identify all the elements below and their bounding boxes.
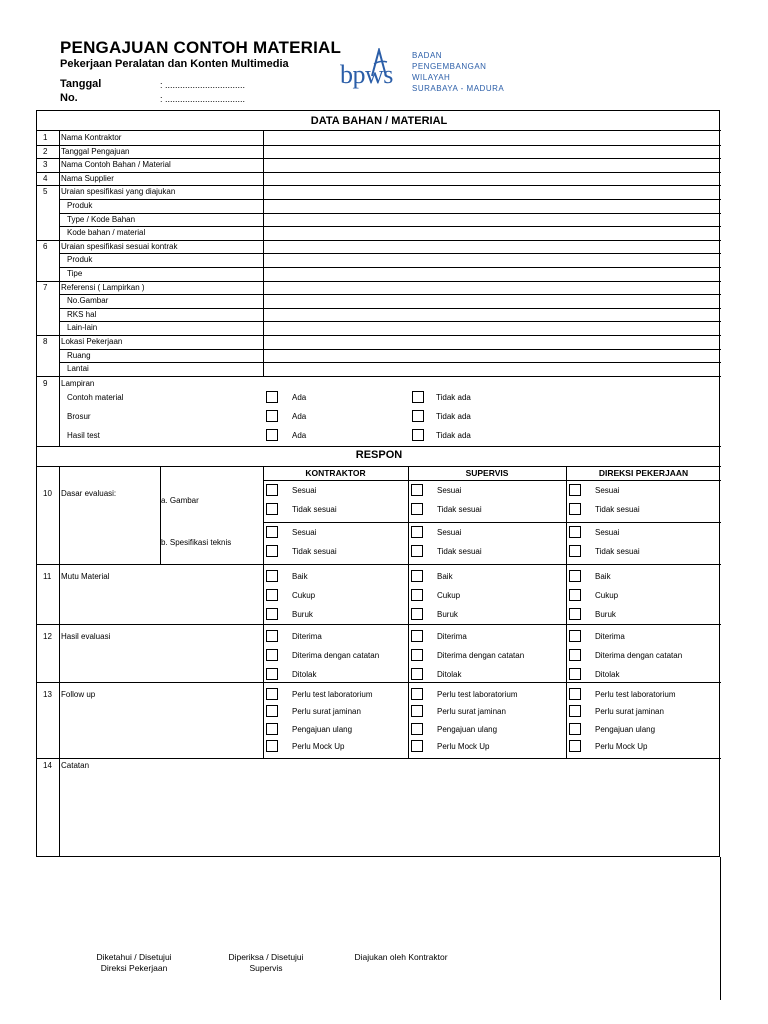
checkbox-option[interactable] <box>266 668 278 680</box>
checkbox-option[interactable] <box>266 570 278 582</box>
row-line <box>37 145 721 146</box>
row-label: Dasar evaluasi: <box>61 488 117 498</box>
option-label: Perlu test laboratorium <box>595 689 676 699</box>
checkbox-option[interactable] <box>266 484 278 496</box>
option-label: Ada <box>292 392 307 402</box>
col-line <box>263 466 264 758</box>
option-label: Pengajuan ulang <box>292 724 353 734</box>
checkbox-option[interactable] <box>569 545 581 557</box>
col-line <box>160 466 161 564</box>
lampiran-item-label: Brosur <box>67 411 91 421</box>
row-label: Nama Supplier <box>61 173 114 183</box>
logo-line: WILAYAH <box>412 73 451 82</box>
section-divider <box>37 130 721 131</box>
row-label: Uraian spesifikasi yang diajukan <box>61 187 176 197</box>
row-number: 2 <box>43 146 48 156</box>
checkbox-option[interactable] <box>266 503 278 515</box>
checkbox-option[interactable] <box>569 608 581 620</box>
option-label: Diterima dengan catatan <box>595 650 683 660</box>
option-label: Sesuai <box>292 485 317 495</box>
row-label: Type / Kode Bahan <box>67 214 136 224</box>
option-label: Ditolak <box>437 669 462 679</box>
checkbox-option[interactable] <box>411 570 423 582</box>
row-line <box>37 172 721 173</box>
row-label: Lampiran <box>61 378 95 388</box>
option-label: Tidak sesuai <box>437 546 482 556</box>
row-number: 8 <box>43 337 48 346</box>
data-section-title: DATA BAHAN / MATERIAL <box>310 115 448 127</box>
signature-line2: Direksi Pekerjaan <box>100 963 168 973</box>
row-line <box>37 682 721 683</box>
page-subtitle: Pekerjaan Peralatan dan Konten Multimedia <box>60 58 289 70</box>
logo-line: PENGEMBANGAN <box>412 62 487 71</box>
option-label: Perlu surat jaminan <box>437 707 506 717</box>
option-label: Baik <box>292 571 308 581</box>
right-border-line <box>720 857 721 1000</box>
row-line <box>59 213 721 214</box>
nomor-value: : ................................ <box>160 94 246 104</box>
section-divider <box>37 446 721 447</box>
row-number: 5 <box>43 187 48 197</box>
checkbox-option[interactable] <box>411 484 423 496</box>
respon-section-title: RESPON <box>355 448 403 461</box>
checkbox-tidak-ada[interactable] <box>412 410 424 422</box>
option-label: Buruk <box>292 609 313 619</box>
option-label: Perlu surat jaminan <box>595 707 664 717</box>
row-line <box>59 267 721 268</box>
column-header: DIREKSI PEKERJAAN <box>598 467 689 478</box>
checkbox-option[interactable] <box>411 503 423 515</box>
option-label: Perlu test laboratorium <box>437 689 518 699</box>
row-line <box>59 308 721 309</box>
col-line <box>408 466 409 758</box>
checkbox-option[interactable] <box>411 668 423 680</box>
option-label: Sesuai <box>595 485 620 495</box>
signature-kontraktor <box>345 952 457 963</box>
tanggal-value: : ................................ <box>160 80 246 90</box>
row-number: 10 <box>43 488 52 498</box>
checkbox-option[interactable] <box>266 545 278 557</box>
checkbox-option[interactable] <box>266 608 278 620</box>
logo-line: BADAN <box>412 51 443 60</box>
row-line <box>59 321 721 322</box>
checkbox-option[interactable] <box>569 740 581 752</box>
checkbox-ada[interactable] <box>266 429 278 441</box>
option-label: Diterima dengan catatan <box>292 650 380 660</box>
checkbox-option[interactable] <box>266 688 278 700</box>
option-label: Cukup <box>595 590 619 600</box>
option-label: Pengajuan ulang <box>437 724 498 734</box>
row-label: Tipe <box>67 269 83 278</box>
signature-supervis <box>218 952 314 974</box>
checkbox-option[interactable] <box>266 740 278 752</box>
row-line <box>37 335 721 336</box>
row-line <box>37 185 721 186</box>
option-label: Sesuai <box>437 527 462 537</box>
checkbox-option[interactable] <box>569 503 581 515</box>
row-line <box>37 281 721 282</box>
option-label: Diterima dengan catatan <box>437 650 525 660</box>
checkbox-option[interactable] <box>266 705 278 717</box>
option-label: Perlu Mock Up <box>437 742 490 752</box>
sub-label: b. Spesifikasi teknis <box>161 537 232 547</box>
row-label: No.Gambar <box>67 296 109 306</box>
checkbox-option[interactable] <box>411 589 423 601</box>
row-line <box>37 564 721 565</box>
row-label: Tanggal Pengajuan <box>61 146 130 156</box>
logo-text <box>412 50 504 94</box>
row-line <box>37 158 721 159</box>
row-label: Kode bahan / material <box>67 228 146 238</box>
checkbox-option[interactable] <box>411 649 423 661</box>
checkbox-option[interactable] <box>266 723 278 735</box>
checkbox-option[interactable] <box>569 723 581 735</box>
checkbox-option[interactable] <box>569 668 581 680</box>
checkbox-option[interactable] <box>569 570 581 582</box>
checkbox-option[interactable] <box>569 526 581 538</box>
option-label: Cukup <box>437 590 461 600</box>
option-label: Sesuai <box>292 527 317 537</box>
checkbox-option[interactable] <box>266 526 278 538</box>
row-line <box>59 362 721 363</box>
col-line <box>59 130 60 446</box>
checkbox-option[interactable] <box>411 545 423 557</box>
row-label: Lain-lain <box>67 323 98 333</box>
col-line <box>59 466 60 857</box>
row-label: Catatan <box>61 760 90 770</box>
column-header: KONTRAKTOR <box>305 467 366 478</box>
row-label: RKS hal <box>67 309 97 319</box>
checkbox-option[interactable] <box>411 705 423 717</box>
checkbox-option[interactable] <box>411 630 423 642</box>
row-label: Lantai <box>67 364 89 374</box>
row-number: 6 <box>43 241 48 251</box>
option-label: Diterima <box>437 631 467 641</box>
row-line <box>263 522 721 523</box>
row-line <box>37 376 721 377</box>
option-label: Perlu surat jaminan <box>292 707 361 717</box>
checkbox-option[interactable] <box>266 649 278 661</box>
signature-line1: Diajukan oleh Kontraktor <box>354 952 448 962</box>
sub-label: a. Gambar <box>161 495 199 505</box>
option-label: Buruk <box>437 609 458 619</box>
option-label: Tidak ada <box>436 430 471 440</box>
row-number: 1 <box>43 133 48 142</box>
signature-line1: Diperiksa / Disetujui <box>228 952 304 962</box>
option-label: Tidak sesuai <box>595 546 640 556</box>
checkbox-tidak-ada[interactable] <box>412 429 424 441</box>
option-label: Perlu Mock Up <box>595 742 648 752</box>
option-label: Cukup <box>292 590 316 600</box>
option-label: Tidak ada <box>436 411 471 421</box>
checkbox-option[interactable] <box>569 589 581 601</box>
row-label: Mutu Material <box>61 571 110 581</box>
row-label: Hasil evaluasi <box>61 631 111 641</box>
option-label: Tidak sesuai <box>437 504 482 514</box>
row-line <box>37 758 721 759</box>
checkbox-ada[interactable] <box>266 410 278 422</box>
option-label: Ditolak <box>595 669 620 679</box>
lampiran-item-label: Contoh material <box>67 392 124 402</box>
col-line <box>566 466 567 758</box>
option-label: Ada <box>292 430 307 440</box>
checkbox-option[interactable] <box>411 526 423 538</box>
checkbox-option[interactable] <box>569 649 581 661</box>
row-number: 12 <box>43 631 52 641</box>
checkbox-option[interactable] <box>411 608 423 620</box>
row-label: Lokasi Pekerjaan <box>61 337 123 346</box>
logo-line: SURABAYA - MADURA <box>412 84 505 93</box>
checkbox-option[interactable] <box>569 630 581 642</box>
option-label: Diterima <box>595 631 625 641</box>
checkbox-ada[interactable] <box>266 391 278 403</box>
signature-line2: Supervis <box>249 963 283 973</box>
row-number: 13 <box>43 689 52 699</box>
row-number: 3 <box>43 160 48 170</box>
tanggal-label: Tanggal <box>60 78 102 90</box>
nomor-label: No. <box>60 92 78 104</box>
option-label: Perlu Mock Up <box>292 742 345 752</box>
option-label: Tidak sesuai <box>292 504 337 514</box>
row-number: 7 <box>43 282 48 292</box>
row-number: 9 <box>43 378 48 388</box>
option-label: Pengajuan ulang <box>595 724 656 734</box>
checkbox-option[interactable] <box>569 705 581 717</box>
option-label: Buruk <box>595 609 616 619</box>
option-label: Perlu test laboratorium <box>292 689 373 699</box>
option-label: Baik <box>437 571 453 581</box>
option-label: Sesuai <box>595 527 620 537</box>
row-line <box>59 349 721 350</box>
signature-direksi <box>86 952 182 974</box>
row-label: Referensi ( Lampirkan ) <box>61 282 145 292</box>
checkbox-option[interactable] <box>266 630 278 642</box>
row-label: Produk <box>67 255 93 265</box>
row-line <box>59 253 721 254</box>
row-number: 11 <box>43 571 52 581</box>
row-line <box>37 624 721 625</box>
checkbox-option[interactable] <box>266 589 278 601</box>
option-label: Tidak sesuai <box>595 504 640 514</box>
logo-wordmark: bpws <box>340 60 393 89</box>
row-label: Nama Kontraktor <box>61 133 122 142</box>
signature-line1: Diketahui / Disetujui <box>96 952 172 962</box>
lampiran-item-label: Hasil test <box>67 430 100 440</box>
row-label: Uraian spesifikasi sesuai kontrak <box>61 241 178 251</box>
option-label: Ada <box>292 411 307 421</box>
section-divider <box>37 466 721 467</box>
row-line <box>37 240 721 241</box>
row-label: Follow up <box>61 689 96 699</box>
option-label: Tidak ada <box>436 392 471 402</box>
col-line <box>263 130 264 376</box>
checkbox-option[interactable] <box>411 688 423 700</box>
option-label: Diterima <box>292 631 322 641</box>
option-label: Baik <box>595 571 611 581</box>
column-header: SUPERVIS <box>465 467 509 478</box>
checkbox-tidak-ada[interactable] <box>412 391 424 403</box>
material-form <box>36 110 720 857</box>
row-label: Nama Contoh Bahan / Material <box>61 160 171 170</box>
checkbox-option[interactable] <box>411 740 423 752</box>
row-line <box>59 199 721 200</box>
checkbox-option[interactable] <box>569 484 581 496</box>
row-line <box>59 294 721 295</box>
option-label: Ditolak <box>292 669 317 679</box>
option-label: Sesuai <box>437 485 462 495</box>
page-title: PENGAJUAN CONTOH MATERIAL <box>60 38 342 57</box>
row-line <box>263 480 721 481</box>
row-label: Ruang <box>67 350 91 360</box>
checkbox-option[interactable] <box>569 688 581 700</box>
checkbox-option[interactable] <box>411 723 423 735</box>
option-label: Tidak sesuai <box>292 546 337 556</box>
row-label: Produk <box>67 201 93 210</box>
row-number: 4 <box>43 173 48 183</box>
row-number: 14 <box>43 760 52 770</box>
row-line <box>59 226 721 227</box>
